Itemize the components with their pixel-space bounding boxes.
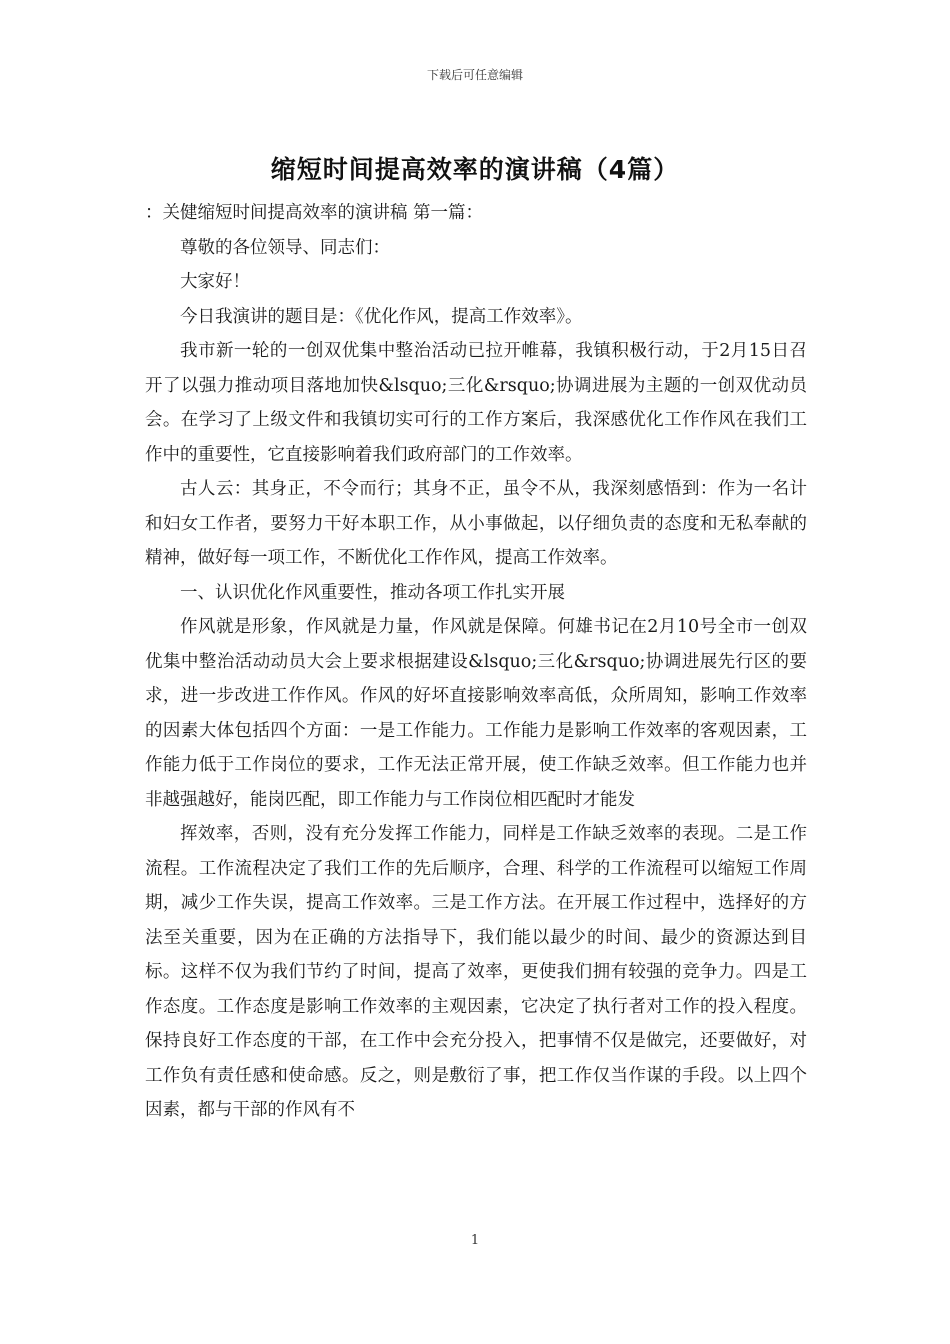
section-heading: 一、认识优化作风重要性，推动各项工作扎实开展 bbox=[180, 582, 565, 603]
paragraph: 我市新一轮的一创双优集中整治活动已拉开帷幕，我镇积极行动，于2月15日召开了以强力推动项目落地加快&lsquo;三化&rsquo;协调进展为主题的一创双优动员会。在学习了上级文件和我镇切实可行的工作方案后，我深感优化工作作风在我们工作中的重要性，它直接影响着我们政府部门的工作效率。 bbox=[145, 341, 807, 465]
keyword-line: ：关健缩短时间提高效率的演讲稿 第一篇： bbox=[145, 203, 484, 223]
document-title: 缩短时间提高效率的演讲稿（4篇） bbox=[270, 155, 680, 184]
speech-topic: 今日我演讲的题目是：《优化作风，提高工作效率》。 bbox=[180, 306, 583, 327]
paragraph: 古人云：其身正，不令而行；其身不正，虽令不从，我深刻感悟到：作为一名计和妇女工作者，要努力干好本职工作，从小事做起，以仔细负责的态度和无私奉献的精神，做好每一项工作，不断优化工作作风，提高工作效率。 bbox=[145, 479, 807, 568]
paragraph: 挥效率，否则，没有充分发挥工作能力，同样是工作缺乏效率的表现。二是工作流程。工作流程决定了我们工作的先后顺序，合理、科学的工作流程可以缩短工作周期，减少工作失误，提高工作效率。三是工作方法。在开展工作过程中，选择好的方法至关重要，因为在正确的方法指导下，我们能以最少的时间、最少的资源达到目标。这样不仅为我们节约了时间，提高了效率，更使我们拥有较强的竞争力。四是工作态度。工作态度是影响工作效率的主观因素，它决定了执行者对工作的投入程度。保持良好工作态度的干部，在工作中会充分投入，把事情不仅是做完，还要做好，对工作负有责任感和使命感。反之，则是敷衍了事，把工作仅当作谋的手段。以上四个因素，都与干部的作风有不 bbox=[145, 824, 807, 1120]
greeting: 大家好！ bbox=[180, 272, 250, 292]
paragraph: 作风就是形象，作风就是力量，作风就是保障。何雄书记在2月10号全市一创双优集中整治活动动员大会上要求根据建设&lsquo;三化&rsquo;协调进展先行区的要求，进一步改进工作作风。作风的好坏直接影响效率高低，众所周知，影响工作效率的因素大体包括四个方面：一是工作能力。工作能力是影响工作效率的客观因素，工作能力低于工作岗位的要求，工作无法正常开展，使工作缺乏效率。但工作能力也并非越强越好，能岗匹配，即工作能力与工作岗位相匹配时才能发 bbox=[145, 617, 807, 810]
document-body bbox=[145, 196, 807, 1128]
page-number: 1 bbox=[470, 1233, 480, 1248]
header-note: 下载后可任意编辑 bbox=[426, 68, 523, 82]
salutation: 尊敬的各位领导、同志们： bbox=[180, 237, 390, 258]
